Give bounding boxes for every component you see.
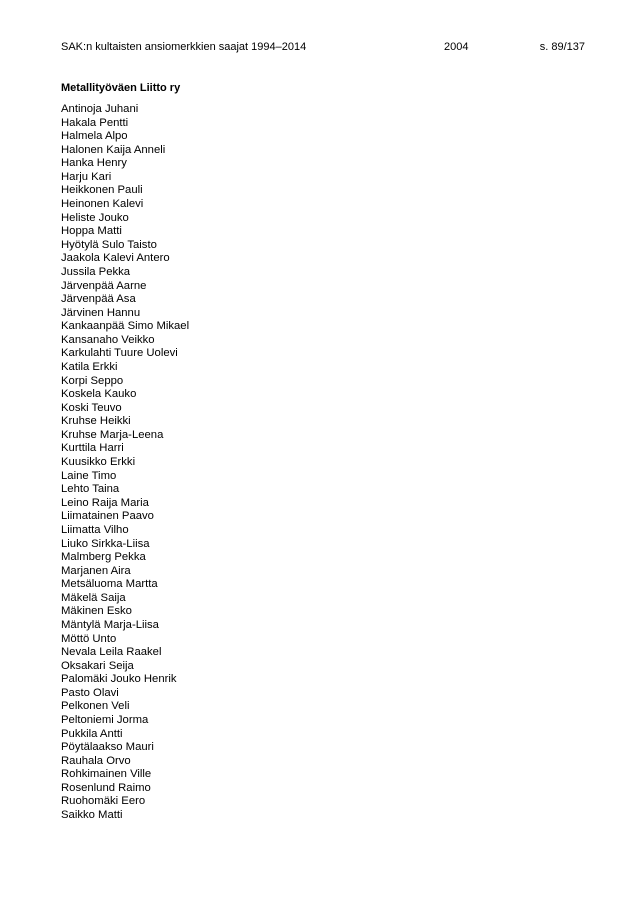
list-item: Järvenpää Asa <box>61 293 136 306</box>
list-item: Liimatainen Paavo <box>61 510 154 523</box>
list-item: Kansanaho Veikko <box>61 333 155 346</box>
list-item: Peltoniemi Jorma <box>61 714 149 727</box>
list-item: Saikko Matti <box>61 809 123 822</box>
list-item: Kuusikko Erkki <box>61 456 136 469</box>
list-item: Antinoja Juhani <box>61 103 139 115</box>
list-item: Katila Erkki <box>61 360 118 373</box>
list-item: Järvenpää Aarne <box>61 279 147 292</box>
list-item: Heikkonen Pauli <box>61 184 143 197</box>
list-item: Pasto Olavi <box>61 686 119 699</box>
list-item: Koski Teuvo <box>61 401 122 414</box>
list-item: Hyötylä Sulo Taisto <box>61 238 157 251</box>
list-item: Jaakola Kalevi Antero <box>61 252 170 265</box>
list-item: Rohkimainen Ville <box>61 768 152 781</box>
list-item: Möttö Unto <box>61 632 117 645</box>
list-item: Mäkelä Saija <box>61 591 126 604</box>
header-title: SAK:n kultaisten ansiomerkkien saajat 1994–2014 <box>61 41 307 53</box>
list-item: Pöytälaakso Mauri <box>61 741 154 754</box>
list-item: Kurttila Harri <box>61 442 124 455</box>
list-item: Rauhala Orvo <box>61 754 131 767</box>
recipient-list <box>61 103 189 823</box>
list-item: Jussila Pekka <box>61 265 131 278</box>
list-item: Hanka Henry <box>61 157 127 170</box>
list-item: Nevala Leila Raakel <box>61 646 162 659</box>
list-item: Malmberg Pekka <box>61 551 146 564</box>
list-item: Mäntylä Marja-Liisa <box>61 618 159 631</box>
page-header <box>61 40 585 54</box>
list-item: Harju Kari <box>61 170 112 183</box>
list-item: Hoppa Matti <box>61 225 122 238</box>
list-item: Kruhse Marja-Leena <box>61 428 164 441</box>
list-item: Karkulahti Tuure Uolevi <box>61 347 178 360</box>
list-item: Kruhse Heikki <box>61 415 131 428</box>
list-item: Pelkonen Veli <box>61 700 130 713</box>
list-item: Halmela Alpo <box>61 130 128 143</box>
list-item: Heliste Jouko <box>61 211 129 224</box>
list-item: Mäkinen Esko <box>61 605 132 618</box>
list-item: Lehto Taina <box>61 483 120 496</box>
list-item: Pukkila Antti <box>61 727 123 740</box>
list-item: Laine Timo <box>61 469 117 482</box>
list-item: Hakala Pentti <box>61 116 129 129</box>
list-item: Metsäluoma Martta <box>61 578 158 591</box>
list-item: Palomäki Jouko Henrik <box>61 673 177 686</box>
list-item: Kankaanpää Simo Mikael <box>61 320 190 333</box>
list-item: Koskela Kauko <box>61 388 137 401</box>
list-item: Liuko Sirkka-Liisa <box>61 537 150 550</box>
list-item: Halonen Kaija Anneli <box>61 143 166 156</box>
list-item: Oksakari Seija <box>61 659 134 672</box>
section-title: Metallityöväen Liitto ry <box>61 82 181 94</box>
list-item: Marjanen Aira <box>61 564 131 577</box>
list-item: Rosenlund Raimo <box>61 781 151 794</box>
header-year: 2004 <box>444 41 469 53</box>
list-item: Liimatta Vilho <box>61 523 129 536</box>
list-item: Leino Raija Maria <box>61 496 149 509</box>
list-item: Korpi Seppo <box>61 374 124 387</box>
list-item: Heinonen Kalevi <box>61 198 144 211</box>
list-item: Ruohomäki Eero <box>61 795 146 808</box>
list-item: Järvinen Hannu <box>61 306 141 319</box>
header-page-number: s. 89/137 <box>539 41 585 53</box>
